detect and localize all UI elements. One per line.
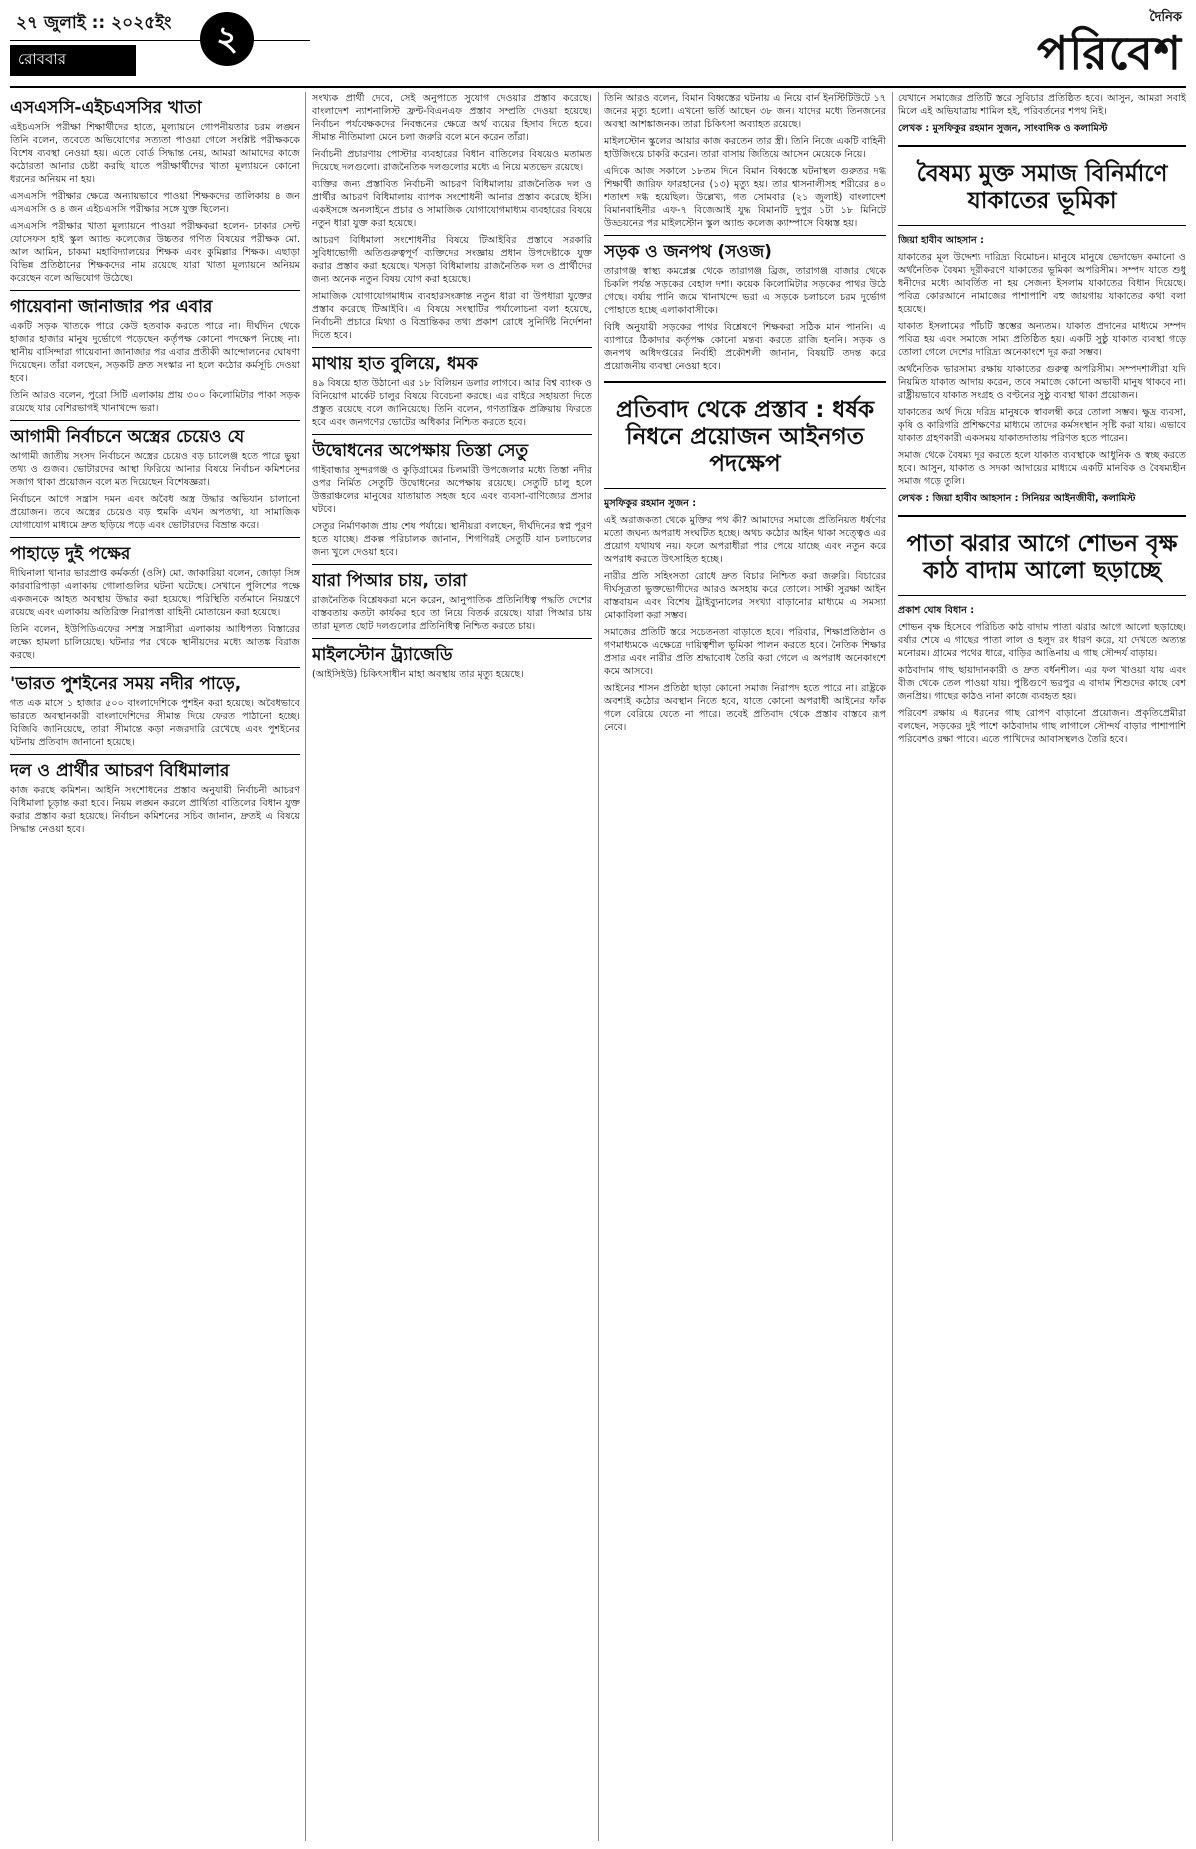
article-headline: গায়েবানা জানাজার পর এবার bbox=[10, 297, 213, 317]
date-block bbox=[10, 8, 310, 76]
article-text: ব্যক্তির জন্য প্রস্তাবিত নির্বাচনী আচরণ বিধিমালায় রাজনৈতিক দল ও প্রার্থীর আচরণ বিধিমালায় ব্যাপক সংশোধনী আনার প্রস্তাব করেছে ইসি। একইসঙ্গে অনলাইনে প্রচার ও সামাজিক যোগাযোগমাধ্যম ব্যবহারের বিষয়ে নতুন ধারা যুক্ত করা হয়েছে। bbox=[312, 179, 592, 229]
divider bbox=[10, 420, 300, 421]
article-text: সংখ্যক প্রার্থী দেবে, সেই অনুপাতে সুযোগ দেওয়ার প্রস্তাব করেছে। বাংলাদেশ ন্যাশনালিস্ট ফ্রন্ট-বিএনএফ প্রস্তাব সম্প্রতি দেওয়া হয়েছে। নির্বাচন পর্যবেক্ষকদের নিবন্ধনের ক্ষেত্রে অর্থ ব্যয়ের হিসাব দিতে হবে। সীমান্ত নীতিমালা মেনে চলা জরুরি বলে মনে করেন তাঁরা। bbox=[312, 93, 592, 143]
opinion-header bbox=[898, 145, 1186, 226]
article-text: নির্বাচনী প্রচারণায় পোস্টার ব্যবহারের বিধান বাতিলের বিষয়েও মতামত দিয়েছে দলগুলো। রাজনৈতিক দলগুলোর মধ্যে এ নিয়ে মতভেদ রয়েছে। bbox=[312, 149, 592, 173]
article-text: আগামী জাতীয় সংসদ নির্বাচনে অস্ত্রের চেয়েও বড় চ্যালেঞ্জ হতে পারে ভুয়া তথ্য ও গুজব। ভোটারদের আস্থা ফিরিয়ে আনার বিষয়ে নির্বাচন কমিশনের সজাগ থাকা প্রয়োজন বলে মত দিয়েছেন বিশেষজ্ঞরা। bbox=[10, 451, 300, 488]
article-text: পরিবেশ রক্ষায় এ ধরনের গাছ রোপণ বাড়ানো প্রয়োজন। প্রকৃতিপ্রেমীরা বলছেন, সড়কের দুই পাশে কাঠবাদাম গাছ লাগালে সৌন্দর্য বাড়ার পাশাপাশি পরিবেশও রক্ষা পাবে। এতে পাখিদের আবাসস্থলও তৈরি হবে। bbox=[898, 708, 1186, 745]
article-headline: 'ভারত পুশইনের সময় নদীর পাড়ে, bbox=[10, 674, 242, 694]
divider bbox=[312, 347, 592, 348]
column-2 bbox=[312, 92, 592, 1841]
article-text: তিনি আরও বলেন, পুরো সিটি এলাকায় প্রায় ৩০০ কিলোমিটার পাকা সড়ক রয়েছে যার বেশিরভাগই খানাখন্দে ভরা। bbox=[10, 390, 300, 414]
divider bbox=[604, 235, 886, 236]
divider bbox=[10, 667, 300, 668]
logo-prefix: দৈনিক bbox=[1149, 10, 1182, 25]
article-text: সমাজের প্রতিটি স্তরে সচেতনতা বাড়াতে হবে। পরিবার, শিক্ষাপ্রতিষ্ঠান ও গণমাধ্যমকে এক্ষেত্রে দায়িত্বশীল ভূমিকা পালন করতে হবে। নৈতিক শিক্ষার প্রসার এবং নারীর প্রতি শ্রদ্ধাবোধ তৈরি করা গেলে এ অপরাধ অনেকাংশে কমে আসবে। bbox=[604, 627, 886, 677]
article-headline: উদ্বোধনের অপেক্ষায় তিস্তা সেতু bbox=[312, 441, 529, 461]
article-text: তারাগঞ্জ স্বাস্থ্য কমপ্লেক্স থেকে তারাগঞ্জ ব্রিজ, তারাগঞ্জ বাজার থেকে চিকলি পর্যন্ত সড়কের বেহাল দশা। কয়েক কিলোমিটার সড়কের পাথর উঠে গেছে। বর্ষায় পানি জমে খানাখন্দে ভরা এ সড়কে চলাচলে চরম দুর্ভোগ পোহাতে হচ্ছে এলাকাবাসীকে। bbox=[604, 266, 886, 316]
article-text: মাইলস্টোন স্কুলের আয়ার কাজ করতেন তার স্ত্রী। তিনি নিজে একটি বাহিনী হাউজিংয়ে চাকরি করেন। তারা বাসায় জিতিয়ে আসেন মেয়েকে নিয়ে। bbox=[604, 136, 886, 160]
article-text: যাকাতের অর্থ দিয়ে দরিদ্র মানুষকে স্বাবলম্বী করে তোলা সম্ভব। ক্ষুদ্র ব্যবসা, কৃষি ও কারিগরি প্রশিক্ষণের মাধ্যমে তাদের কর্মসংস্থান সৃষ্টি করা যায়। এভাবে যাকাত গ্রহণকারী একসময় যাকাতদাতায় পরিণত হতে পারেন। bbox=[898, 407, 1186, 444]
opinion-headline: প্রতিবাদ থেকে প্রস্তাব : ধর্ষক নিধনে প্রয়োজন আইনগত পদক্ষেপ bbox=[615, 397, 875, 477]
article-text: এসএসসি পরীক্ষার খাতা মূল্যায়নে পাওয়া পরীক্ষকরা হলেন- ঢাকার সেন্ট যোসেফস হাই স্কুল অ্যান্ড কলেজের উচ্চতর গণিত বিষয়ের পরীক্ষক মো. আল আমিন, চাকমা মহাবিদ্যালয়ের শিক্ষক এবং কুমিল্লার শিক্ষক। এছাড়া বিভিন্ন প্রতিষ্ঠানের শিক্ষকদের নাম রয়েছে যারা খাতা মূল্যায়নে অনিয়ম করেছেন বলে অভিযোগ উঠেছে। bbox=[10, 221, 300, 284]
article-headline: দল ও প্রার্থীর আচরণ বিধিমালার bbox=[10, 761, 230, 781]
article-text: এইচএসসি পরীক্ষা শিক্ষার্থীদের হাতে, মূল্যায়নে গোপনীয়তার চরম লঙ্ঘন তিনি বলেন, তবেতে অভিযোগের সত্যতা পাওয়া গেলে সংশ্লিষ্ট পরীক্ষককে বিশেষ ব্যবস্থা নেওয়া হয়। এতে বোর্ড সিদ্ধান্ত নেয়, আমরা আমাদের কাজে কঠোরতা আনার চেষ্টা করছি যাতে পরীক্ষার্থীদের খাতা মূল্যায়নে কোনো ধরনের অনিয়ম না হয়। bbox=[10, 122, 300, 185]
columns bbox=[10, 92, 1186, 1841]
article-text: একটি সড়ক খাতকে পারে কেউ হতবাক করতে পারে না। দীর্ঘদিন থেকে হাজার হাজার মানুষ দুর্ভোগে পড়েছেন কর্তৃপক্ষ কোনো পদক্ষেপ নিচ্ছে না। স্থানীয় বাসিন্দারা গায়েবানা জানাজার পর এবার প্রতীকী আন্দোলনের ঘোষণা দিয়েছেন। তাঁরা বলছেন, সড়কটি দ্রুত সংস্কার না হলে কঠোর কর্মসূচি দেওয়া হবে। bbox=[10, 321, 300, 384]
masthead bbox=[10, 8, 1186, 88]
logo-title: পরিবেশ bbox=[1037, 26, 1182, 80]
divider bbox=[10, 754, 300, 755]
article-text: গাইবান্ধার সুন্দরগঞ্জ ও কুড়িগ্রামের চিলমারী উপজেলার মধ্যে তিস্তা নদীর ওপর নির্মিত সেতুটি উদ্বোধনের অপেক্ষায় রয়েছে। সেতুটি চালু হলে উত্তরাঞ্চলের মানুষের যাতায়াত সহজ হবে এবং ব্যবসা-বাণিজ্যের প্রসার ঘটবে। bbox=[312, 465, 592, 515]
article-text: আচরণ বিধিমালা সংশোধনীর বিষয়ে টিআইবির প্রস্তাবে সরকারি সুবিধাভোগী অতিগুরুত্বপূর্ণ ব্যক্তিদের সংজ্ঞায় প্রধান উপদেষ্টাকে যুক্ত করার প্রস্তাব করা হয়েছে। খসড়া বিধিমালায় রাজনৈতিক দল ও প্রার্থীদের জন্য অনেক নতুন বিষয় যোগ করা হয়েছে। bbox=[312, 235, 592, 285]
article-text: ৪৯ বিষয়ে হাত উঠানো এর ১৮ বিলিয়ন ডলার লাগবে। আর বিশ্ব ব্যাংক ও বিনিয়োগ মার্কেট চালুর বিষয়ে বিবেচনা করছে। এর বাইরে সহায়তা দিতে প্রস্তুত রয়েছে বলে জানিয়েছে। তিনি বলেন, গণতান্ত্রিক প্রক্রিয়ায় ফিরতে হবে এবং জনগণের ভোটের অধিকার নিশ্চিত করতে হবে। bbox=[312, 378, 592, 428]
article-text: শোভন বৃক্ষ হিসেবে পরিচিত কাঠ বাদাম পাতা ঝরার আগে আলো ছড়াচ্ছে। বর্ষার শেষে এ গাছের পাতা লাল ও হলুদ রং ধারণ করে, যা দেখতে অত্যন্ত মনোরম। গ্রামের পথের ধারে, বাড়ির আঙিনায় এ গাছ সৌন্দর্য বাড়ায়। bbox=[898, 622, 1186, 659]
article-text: (আইসিইউ) চিকিৎসাধীন মাহা অবস্থায় তার মৃত্যু হয়েছে। bbox=[312, 669, 524, 680]
column-3 bbox=[604, 92, 886, 1841]
article-text: এদিকে আজ সকালে ১৮তম দিনে বিমান বিধ্বস্তে ঘটনাস্থল গুরুতর দগ্ধ শিক্ষার্থী জারিফ ফারহানের (১৩) মৃত্যু হয়। তার শ্বাসনালীসহ শরীরের ৪০ শতাংশ দগ্ধ হয়েছিল। উল্লেখ্য, গত সোমবার (২১ জুলাই) বাংলাদেশ বিমানবাহিনীর এফ-৭ বিজেআই যুদ্ধ বিমানটি দুপুর ১টা ১৮ মিনিটে উড্ডয়নের পর মাইলস্টোন স্কুল অ্যান্ড কলেজ ক্যাম্পাসে বিধ্বস্ত হয়। bbox=[604, 166, 886, 229]
issue-date: ২৭ জুলাই :: ২০২৫ইং bbox=[10, 8, 310, 41]
article-text: যেখানে সমাজের প্রতিটি স্তরে সুবিচার প্রতিষ্ঠিত হবে। আসুন, আমরা সবাই মিলে এই অভিযাত্রায় শামিল হই, পরিবর্তনের শপথ নিই। bbox=[898, 93, 1186, 117]
article-headline: মাইলস্টোন ট্র্যাজেডি bbox=[312, 645, 453, 665]
column-divider bbox=[598, 92, 599, 1841]
column-1 bbox=[10, 92, 300, 1841]
article-headline: সড়ক ও জনপথ (সওজ) bbox=[604, 242, 772, 262]
author-byline: জিয়া হাবীব আহসান : bbox=[898, 235, 984, 246]
feature-header bbox=[898, 515, 1186, 596]
article-text: তিনি আরও বলেন, বিমান বিধ্বস্তের ঘটনায় এ নিয়ে বার্ন ইনস্টিটিউটে ১৭ জনের মৃত্যু হলো। এখনো ভর্তি আছেন ৩৮ জন। যাদের মধ্যে তিনজনের অবস্থা আশঙ্কাজনক। তারা চিকিৎসা অব্যাহত রয়েছে। bbox=[604, 93, 886, 130]
article-headline: মাথায় হাত বুলিয়ে, ধমক bbox=[312, 354, 478, 374]
article-text: যাকাতের মূল উদ্দেশ্য দারিদ্র্য বিমোচন। মানুষে মানুষে ভেদাভেদ কমানো ও অর্থনৈতিক বৈষম্য দূরীকরণে যাকাতের ভূমিকা অপরিসীম। সম্পদ যাতে শুধু ধনীদের মধ্যে আবর্তিত না হয় সেজন্য ইসলাম যাকাতের বিধান দিয়েছে। পবিত্র কোরআনে নামাজের পাশাপাশি বহু জায়গায় যাকাতের কথা বলা হয়েছে। bbox=[898, 252, 1186, 315]
opinion-headline: বৈষম্য মুক্ত সমাজ বিনির্মাণে যাকাতের ভূমিকা bbox=[916, 161, 1168, 214]
divider bbox=[10, 290, 300, 291]
article-text: রাজনৈতিক বিশ্লেষকরা মনে করেন, আনুপাতিক প্রতিনিধিত্ব পদ্ধতি দেশের বাস্তবতায় কতটা কার্যকর হবে তা নিয়ে বিতর্ক রয়েছে। যারা পিআর চায় তারা মূলত ছোট দলগুলোর প্রতিনিধিত্ব নিশ্চিত করতে চায়। bbox=[312, 595, 592, 632]
divider bbox=[10, 537, 300, 538]
author-note: লেখক : জিয়া হাবীব আহসান : সিনিয়র আইনজীবী, কলামিস্ট bbox=[898, 493, 1136, 504]
article-text: এসএসসি পরীক্ষার ক্ষেত্রে অন্যায়ভাবে পাওয়া শিক্ষকদের তালিকায় ৪ জন এসএসসি ও ৪ জন এইচএসসি পরীক্ষার সঙ্গে যুক্ত ছিলেন। bbox=[10, 191, 300, 215]
article-headline: আগামী নির্বাচনে অস্ত্রের চেয়েও যে bbox=[10, 427, 245, 447]
newspaper-logo bbox=[1037, 8, 1182, 80]
column-divider bbox=[892, 92, 893, 1841]
article-text: বিধি অনুযায়ী সড়কের পাথর বিশ্লেষণে শিক্ষকরা সঠিক মান পাননি। এ ব্যাপারে ঠিকাদার কর্তৃপক্ষ কোনো মন্তব্য করতে রাজি হননি। সড়ক ও জনপথ অধিদপ্তরের নির্বাহী প্রকৌশলী জানান, বিষয়টি তদন্ত করে প্রয়োজনীয় ব্যবস্থা নেওয়া হবে। bbox=[604, 322, 886, 372]
author-byline: মুসফিকুর রহমান সুজন : bbox=[604, 498, 697, 509]
article-headline: পাহাড়ে দুই পক্ষের bbox=[10, 544, 131, 564]
article-text: যাকাত ইসলামের পাঁচটি স্তম্ভের অন্যতম। যাকাত প্রদানের মাধ্যমে সম্পদ পবিত্র হয় এবং সমাজে সাম্য প্রতিষ্ঠিত হয়। একটি সুষ্ঠু যাকাত ব্যবস্থা গড়ে তোলা গেলে দেশের দারিদ্র্য অনেকাংশে দূর করা সম্ভব। bbox=[898, 321, 1186, 358]
article-text: তিনি বলেন, ইউপিডিএফের সশস্ত্র সন্ত্রাসীরা এলাকায় আধিপত্য বিস্তারের লক্ষ্যে হামলা চালিয়েছে। ঘটনার পর থেকে স্থানীয়দের মধ্যে আতঙ্ক বিরাজ করছে। bbox=[10, 624, 300, 661]
article-text: নারীর প্রতি সহিংসতা রোধে দ্রুত বিচার নিশ্চিত করা জরুরি। বিচারের দীর্ঘসূত্রতা ভুক্তভোগীদের আরও অসহায় করে তোলে। সাক্ষী সুরক্ষা আইন বাস্তবায়ন এবং বিশেষ ট্রাইব্যুনালের সংখ্যা বাড়ানোর মাধ্যমে এ সমস্যা মোকাবিলা করা সম্ভব। bbox=[604, 571, 886, 621]
article-text: দীঘিনালা থানার ভারপ্রাপ্ত কর্মকর্তা (ওসি) মো. জাকারিয়া বলেন, জোড়া সিঙ্গ কারবারিপাড়া এলাকায় গোলাগুলির ঘটনা ঘটেছে। সেখানে পুলিশের পক্ষে একজনকে আহত অবস্থায় উদ্ধার করা হয়েছে। পরিস্থিতি বর্তমানে নিয়ন্ত্রণে রয়েছে এবং এলাকায় অতিরিক্ত নিরাপত্তা বাহিনী মোতায়েন করা হয়েছে। bbox=[10, 568, 300, 618]
article-text: কাঠবাদাম গাছ ছায়াদানকারী ও দ্রুত বর্ধনশীল। এর ফল খাওয়া যায় এবং বীজ থেকে তেল পাওয়া যায়। পুষ্টিগুণে ভরপুর এ বাদাম শিশুদের কাছে বেশ জনপ্রিয়। গাছের কাঠও নানা কাজে ব্যবহৃত হয়। bbox=[898, 665, 1186, 702]
column-divider bbox=[305, 92, 306, 1841]
article-text: গত এক মাসে ১ হাজার ৫০০ বাংলাদেশিকে পুশইন করা হয়েছে। অবৈধভাবে ভারতে অবস্থানকারী বাংলাদেশিদের সীমান্ত দিয়ে ফেরত পাঠানো হচ্ছে। বিজিবি জানিয়েছে, তারা সীমান্তে কড়া নজরদারি রেখেছে এবং পুশইনের ঘটনায় প্রতিবাদ জানানো হয়েছে। bbox=[10, 698, 300, 748]
issue-day: রোববার bbox=[10, 45, 136, 76]
article-text: কাজ করছে কমিশন। আইনি সংশোধনের প্রস্তাব অনুযায়ী নির্বাচনী আচরণ বিধিমালা চূড়ান্ত করা হবে। নিয়ম লঙ্ঘন করলে প্রার্থিতা বাতিলের বিধান যুক্ত করার প্রস্তাব করা হয়েছে। নির্বাচন কমিশনের সচিব জানান, দ্রুতই এ বিষয়ে সিদ্ধান্ত নেওয়া হবে। bbox=[10, 785, 300, 835]
feature-headline: পাতা ঝরার আগে শোভন বৃক্ষ কাঠ বাদাম আলো ছড়াচ্ছে bbox=[906, 531, 1178, 584]
article-headline: যারা পিআর চায়, তারা bbox=[312, 571, 467, 591]
column-4 bbox=[898, 92, 1186, 1841]
divider bbox=[312, 564, 592, 565]
article-text: নির্বাচনে আগে সন্ত্রাস দমন এবং অবৈধ অস্ত্র উদ্ধার অভিযান চালানো প্রয়োজন। তবে অস্ত্রের চেয়েও বড় হুমকি এখন অপতথ্য, যা সামাজিক যোগাযোগ মাধ্যমে দ্রুত ছড়িয়ে পড়ে এবং ভোটারদের বিভ্রান্ত করে। bbox=[10, 494, 300, 531]
article-text: আইনের শাসন প্রতিষ্ঠা ছাড়া কোনো সমাজ নিরাপদ হতে পারে না। রাষ্ট্রকে অবশ্যই কঠোর অবস্থান নিতে হবে, যাতে কোনো অপরাধী আইনের ফাঁক গলে বেরিয়ে যেতে না পারে। তবেই প্রতিবাদ থেকে প্রস্তাব বাস্তবে রূপ নেবে। bbox=[604, 683, 886, 733]
article-headline: এসএসসি-এইচএসসির খাতা bbox=[10, 98, 202, 118]
article-text: এই অরাজকতা থেকে মুক্তির পথ কী? আমাদের সমাজে প্রতিনিয়ত ধর্ষণের মতো জঘন্য অপরাধ সংঘটিত হচ্ছে। অথচ কঠোর আইন থাকা সত্ত্বেও এর প্রয়োগ যথাযথ নয়। ফলে অপরাধীরা পার পেয়ে যাচ্ছে এবং নতুন করে অপরাধ করতে উৎসাহিত হচ্ছে। bbox=[604, 515, 886, 565]
author-note: লেখক : মুসফিকুর রহমান সুজন, সাংবাদিক ও কলামিস্ট bbox=[898, 123, 1108, 134]
article-text: অর্থনৈতিক ভারসাম্য রক্ষায় যাকাতের গুরুত্ব অপরিসীম। সম্পদশালীরা যদি নিয়মিত যাকাত আদায় করেন, তবে সমাজে কোনো অভাবী মানুষ থাকবে না। রাষ্ট্রীয়ভাবে যাকাত সংগ্রহ ও বণ্টনের সুষ্ঠু ব্যবস্থা থাকা প্রয়োজন। bbox=[898, 364, 1186, 401]
opinion-header bbox=[604, 381, 886, 489]
article-text: সমাজ থেকে বৈষম্য দূর করতে হলে যাকাত ব্যবস্থাকে আধুনিক ও স্বচ্ছ করতে হবে। আসুন, যাকাত ও সদকা আদায়ের মাধ্যমে একটি মানবিক ও বৈষম্যহীন সমাজ গড়ে তুলি। bbox=[898, 450, 1186, 487]
divider bbox=[312, 434, 592, 435]
page-number: ২ bbox=[200, 12, 254, 66]
divider bbox=[312, 638, 592, 639]
article-text: সামাজিক যোগাযোগমাধ্যম ব্যবহারসংক্রান্ত নতুন ধারা বা উপধারা যুক্তের প্রস্তাব করেছে টিআইবি। এ বিষয়ে সংস্থাটির পর্যালোচনা বলা হয়েছে, নির্বাচনী প্রচারে মিথ্যা ও বিভ্রান্তিকর তথ্য প্রকাশ রোধে সুনির্দিষ্ট নির্দেশনা দিতে হবে। bbox=[312, 291, 592, 341]
article-text: সেতুর নির্মাণকাজ প্রায় শেষ পর্যায়ে। স্থানীয়রা বলছেন, দীর্ঘদিনের স্বপ্ন পূরণ হতে যাচ্ছে। প্রকল্প পরিচালক জানান, শিগগিরই সেতুটি যান চলাচলের জন্য খুলে দেওয়া হবে। bbox=[312, 521, 592, 558]
author-byline: প্রকাশ ঘোষ বিধান : bbox=[898, 605, 975, 616]
